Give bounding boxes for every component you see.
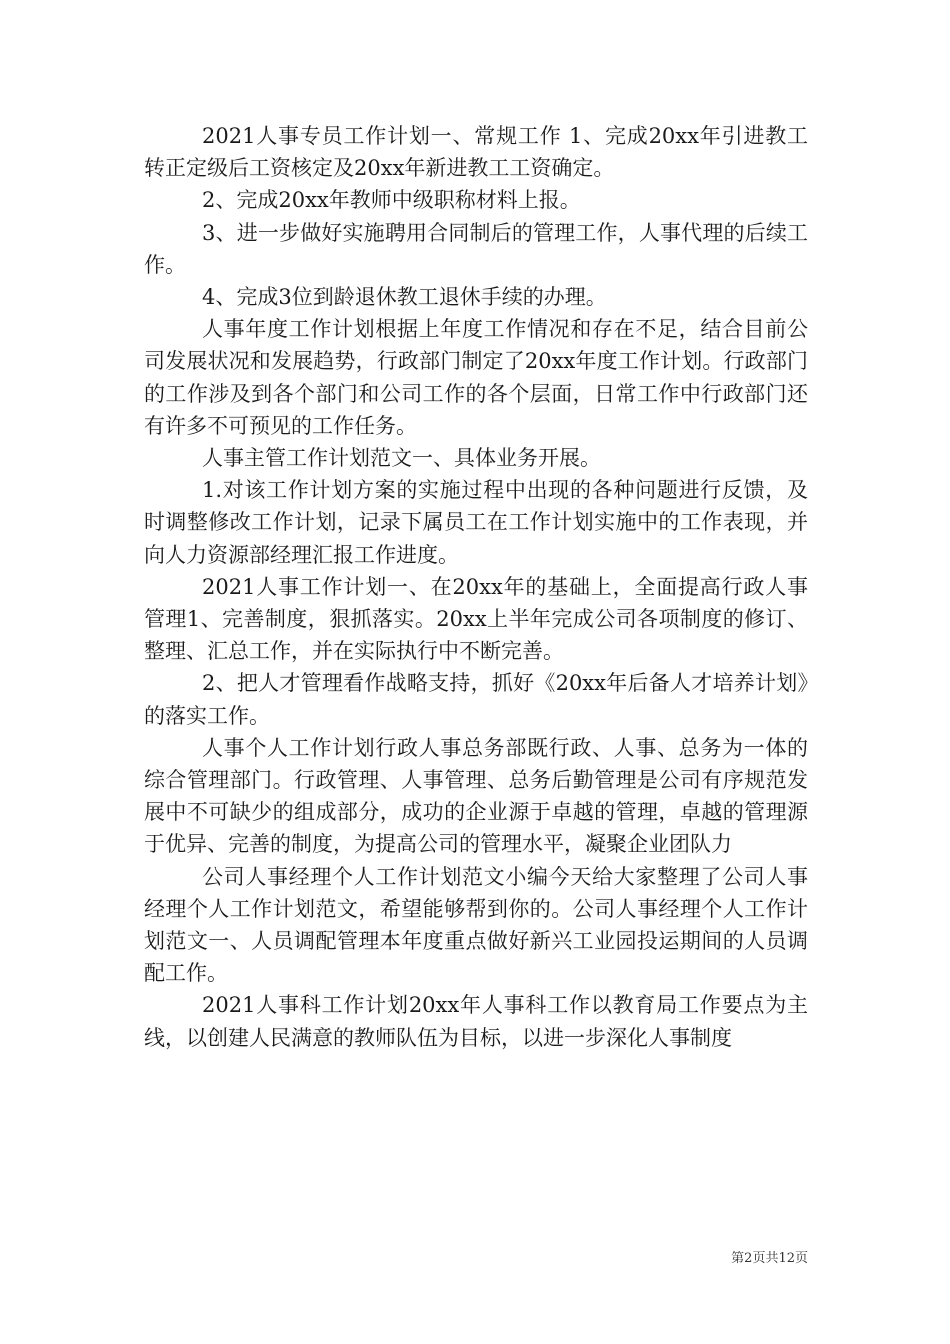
paragraph: 1.对该工作计划方案的实施过程中出现的各种问题进行反馈，及时调整修改工作计划，记录下属员工在工作计划实施中的工作表现，并向人力资源部经理汇报工作进度。 bbox=[144, 478, 808, 567]
paragraph: 2021人事工作计划一、在20xx年的基础上，全面提高行政人事管理1、完善制度，狠抓落实。20xx上半年完成公司各项制度的修订、整理、汇总工作，并在实际执行中不断完善。 bbox=[144, 574, 808, 664]
paragraph: 2021人事专员工作计划一、常规工作 1、完成20xx年引进教工转正定级后工资核定及20xx年新进教工工资确定。 bbox=[144, 124, 808, 181]
page-number-footer: 第2页共12页 bbox=[731, 1251, 808, 1266]
paragraph: 2、把人才管理看作战略支持，抓好《20xx年后备人才培养计划》的落实工作。 bbox=[144, 671, 808, 728]
paragraph: 2021人事科工作计划20xx年人事科工作以教育局工作要点为主线，以创建人民满意的教师队伍为目标，以进一步深化人事制度 bbox=[144, 993, 808, 1050]
paragraph: 3、进一步做好实施聘用合同制后的管理工作，人事代理的后续工作。 bbox=[144, 220, 808, 277]
paragraph: 人事年度工作计划根据上年度工作情况和存在不足，结合目前公司发展状况和发展趋势，行政部门制定了20xx年度工作计划。行政部门的工作涉及到各个部门和公司工作的各个层面，日常工作中行政部门还有许多不可预见的工作任务。 bbox=[144, 317, 808, 438]
paragraph: 公司人事经理个人工作计划范文小编今天给大家整理了公司人事经理个人工作计划范文，希望能够帮到你的。公司人事经理个人工作计划范文一、人员调配管理本年度重点做好新兴工业园投运期间的人员调配工作。 bbox=[144, 864, 808, 986]
paragraph: 人事个人工作计划行政人事总务部既行政、人事、总务为一体的综合管理部门。行政管理、人事管理、总务后勤管理是公司有序规范发展中不可缺少的组成部分，成功的企业源于卓越的管理，卓越的管理源于优异、完善的制度，为提高公司的管理水平，凝聚企业团队力 bbox=[144, 735, 808, 857]
paragraph: 4、完成3位到龄退休教工退休手续的办理。 bbox=[202, 285, 607, 310]
paragraph: 2、完成20xx年教师中级职称材料上报。 bbox=[202, 188, 581, 213]
document-body bbox=[144, 120, 808, 1054]
paragraph: 人事主管工作计划范文一、具体业务开展。 bbox=[202, 446, 601, 471]
